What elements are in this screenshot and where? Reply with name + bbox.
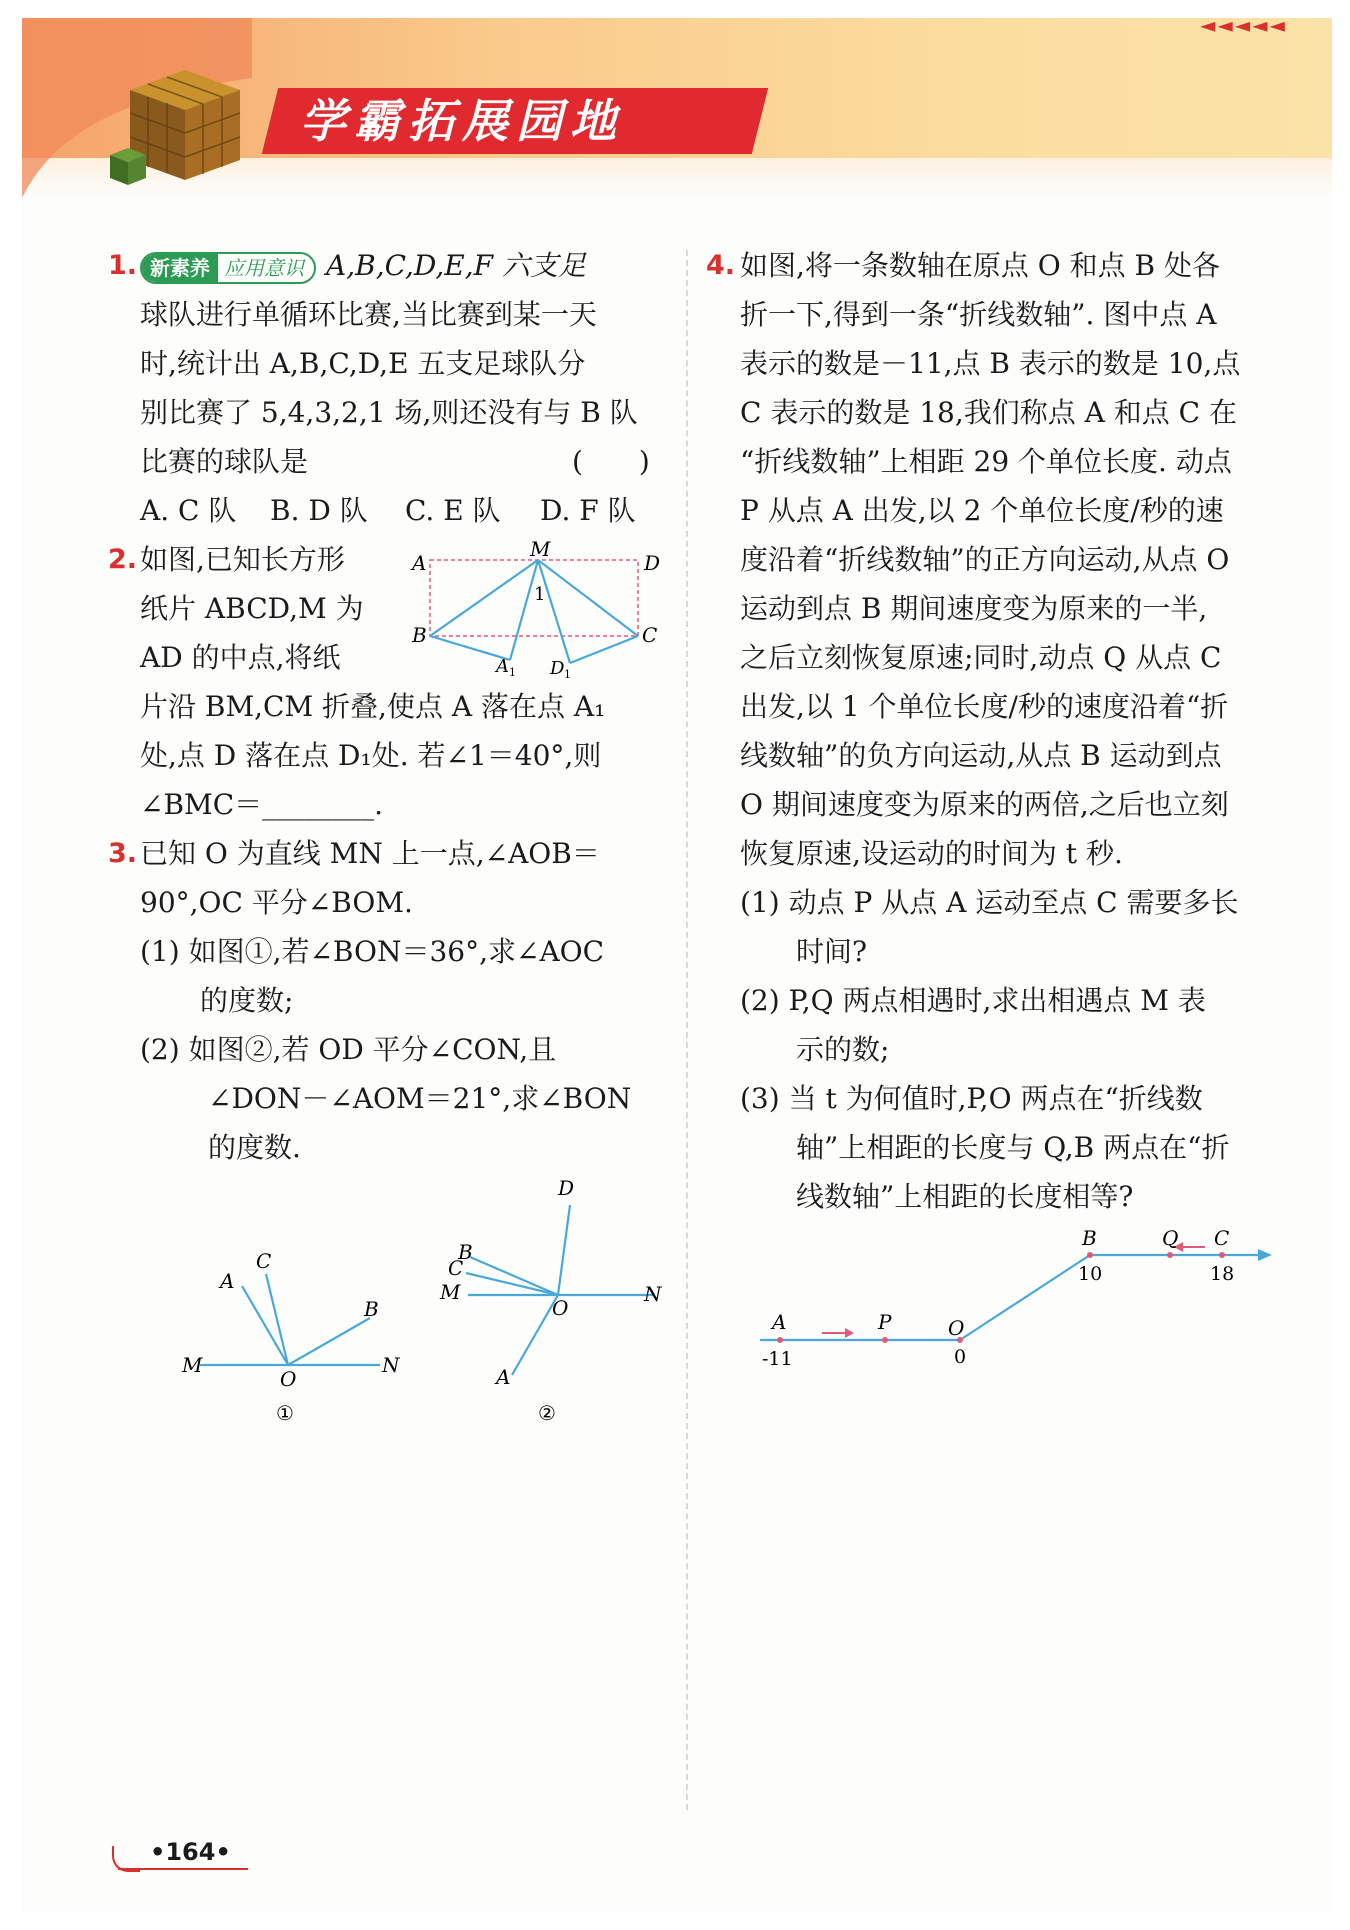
column-divider — [686, 250, 688, 1810]
q3-figure-2 — [430, 1175, 670, 1430]
q4-line: 折一下,得到一条“折线数轴”. 图中点 A — [740, 298, 1217, 331]
cube-icon — [110, 60, 260, 190]
q4-part1: (1) 动点 P 从点 A 运动至点 C 需要多长 — [740, 886, 1239, 919]
q2-line: 处,点 D 落在点 D₁处. 若∠1＝40°,则 — [140, 739, 602, 772]
q3-fig2-label-d: D — [558, 1176, 575, 1200]
q1-line — [140, 248, 586, 284]
q4-line: 运动到点 B 期间速度变为原来的一半, — [740, 592, 1208, 625]
q2-line: ∠BMC＝________. — [140, 788, 384, 821]
q3-fig2-label-o: O — [552, 1296, 569, 1320]
q4-label-a-value: -11 — [762, 1348, 793, 1370]
q4-label-o-value: 0 — [954, 1346, 967, 1368]
q3-part1: (1) 如图①,若∠BON＝36°,求∠AOC — [140, 935, 605, 968]
q2-angle-label: 1 — [534, 584, 546, 605]
axis-arrow-icon — [1258, 1249, 1272, 1261]
q4-label-c-value: 18 — [1210, 1263, 1235, 1285]
point-p — [882, 1337, 888, 1343]
q3-part1-cont: 的度数; — [200, 984, 294, 1017]
q1-text: A,B,C,D,E,F 六支足 — [326, 249, 586, 282]
q4-line: 出发,以 1 个单位长度/秒的速度沿着“折 — [740, 690, 1229, 723]
q1-option-c: C. E 队 — [405, 494, 501, 527]
q4-line: “折线数轴”上相距 29 个单位长度. 动点 — [740, 445, 1232, 478]
q4-part3-cont: 线数轴”上相距的长度相等? — [796, 1180, 1134, 1213]
q1-number: 1. — [108, 250, 138, 281]
q4-part3-cont: 轴”上相距的长度与 Q,B 两点在“折 — [796, 1131, 1230, 1164]
q3-fig2-label-m: M — [440, 1280, 461, 1304]
q4-label-o: O — [948, 1316, 965, 1340]
q1-badge — [140, 252, 316, 284]
q1-badge-main: 新素养 — [142, 254, 218, 282]
q1-line: 球队进行单循环比赛,当比赛到某一天 — [140, 298, 597, 331]
q2-label-c: C — [642, 623, 658, 647]
q4-part3: (3) 当 t 为何值时,P,O 两点在“折线数 — [740, 1082, 1203, 1115]
q4-label-p: P — [878, 1310, 892, 1334]
q2-label-a1: A — [496, 656, 509, 677]
q1-option-b: B. D 队 — [270, 494, 368, 527]
q1-line: 别比赛了 5,4,3,2,1 场,则还没有与 B 队 — [140, 396, 638, 429]
q2-figure — [400, 538, 670, 678]
point-q — [1167, 1252, 1173, 1258]
q4-line: O 期间速度变为原来的两倍,之后也立刻 — [740, 788, 1229, 821]
q2-label-a: A — [412, 551, 427, 575]
q3-fig2-label-c: C — [448, 1256, 464, 1280]
q3-part2-cont: 的度数. — [208, 1131, 301, 1164]
q3-fig1-label-c: C — [256, 1250, 272, 1273]
q1-line: 时,统计出 A,B,C,D,E 五支足球队分 — [140, 347, 586, 380]
point-c — [1219, 1252, 1225, 1258]
corner-arrows-icon: ◄◄◄◄◄ — [1200, 13, 1287, 37]
q4-label-a: A — [772, 1310, 787, 1334]
q2-line: 片沿 BM,CM 折叠,使点 A 落在点 A₁ — [140, 690, 606, 723]
q4-part2: (2) P,Q 两点相遇时,求出相遇点 M 表 — [740, 984, 1206, 1017]
q4-line: C 表示的数是 18,我们称点 A 和点 C 在 — [740, 396, 1238, 429]
q4-line: 线数轴”的负方向运动,从点 B 运动到点 — [740, 739, 1222, 772]
q4-folded-number-line — [750, 1225, 1280, 1375]
q4-line: 度沿着“折线数轴”的正方向运动,从点 O — [740, 543, 1230, 576]
q2-number: 2. — [108, 544, 138, 575]
q3-number: 3. — [108, 838, 138, 869]
q2-label-d1-sub: 1 — [564, 668, 571, 678]
q3-line: 已知 O 为直线 MN 上一点,∠AOB＝ — [140, 837, 600, 870]
q3-part2: (2) 如图②,若 OD 平分∠CON,且 — [140, 1033, 557, 1066]
q3-fig2-label-a: A — [496, 1365, 511, 1389]
q1-line: 比赛的球队是 — [140, 445, 309, 478]
q3-part2-cont: ∠DON－∠AOM＝21°,求∠BON — [208, 1082, 632, 1115]
q4-line: 如图,将一条数轴在原点 O 和点 B 处各 — [740, 249, 1221, 282]
point-a — [777, 1337, 783, 1343]
q3-fig1-label-o: O — [280, 1367, 297, 1391]
q3-fig1-label-m: M — [182, 1353, 203, 1377]
q3-fig1-caption: ① — [276, 1401, 294, 1425]
q4-label-q: Q — [1162, 1226, 1179, 1250]
q2-line: 如图,已知长方形 — [140, 543, 345, 576]
q1-option-a: A. C 队 — [140, 494, 237, 527]
q3-line: 90°,OC 平分∠BOM. — [140, 886, 413, 919]
q1-option-d: D. F 队 — [540, 494, 636, 527]
q4-line: 之后立刻恢复原速;同时,动点 Q 从点 C — [740, 641, 1222, 674]
page-number: •164• — [150, 1838, 231, 1866]
q4-part1-cont: 时间? — [796, 935, 868, 968]
footer-rule — [118, 1868, 248, 1870]
q3-fig2-caption: ② — [538, 1401, 556, 1425]
q2-line: 纸片 ABCD,M 为 — [140, 592, 364, 625]
q4-label-b: B — [1082, 1226, 1097, 1250]
q4-number: 4. — [706, 250, 736, 281]
q4-label-b-value: 10 — [1078, 1263, 1103, 1285]
q3-fig2-label-n: N — [644, 1282, 662, 1306]
page-title: 学霸拓展园地 — [300, 94, 624, 148]
q1-badge-sub: 应用意识 — [224, 255, 304, 280]
q2-line: AD 的中点,将纸 — [140, 641, 341, 674]
q4-line: 表示的数是－11,点 B 表示的数是 10,点 — [740, 347, 1241, 380]
q2-label-d: D — [644, 551, 661, 575]
q4-line: 恢复原速,设运动的时间为 t 秒. — [740, 837, 1123, 870]
q2-label-a1-sub: 1 — [509, 666, 516, 678]
q4-label-c: C — [1214, 1226, 1230, 1250]
q2-label-b: B — [412, 623, 427, 647]
q2-label-m: M — [530, 538, 551, 561]
point-b — [1087, 1252, 1093, 1258]
q3-fig1-label-n: N — [382, 1353, 400, 1377]
q3-fig1-label-a: A — [220, 1269, 235, 1293]
q2-label-d1: D — [550, 658, 565, 678]
q4-line: P 从点 A 出发,以 2 个单位长度/秒的速 — [740, 494, 1224, 527]
q3-fig1-label-b: B — [364, 1297, 379, 1321]
q3-fig2-label-b: B — [458, 1240, 473, 1264]
q3-figure-1 — [170, 1250, 410, 1430]
q4-part2-cont: 示的数; — [796, 1033, 890, 1066]
q1-answer-bracket: ( ) — [572, 445, 650, 478]
